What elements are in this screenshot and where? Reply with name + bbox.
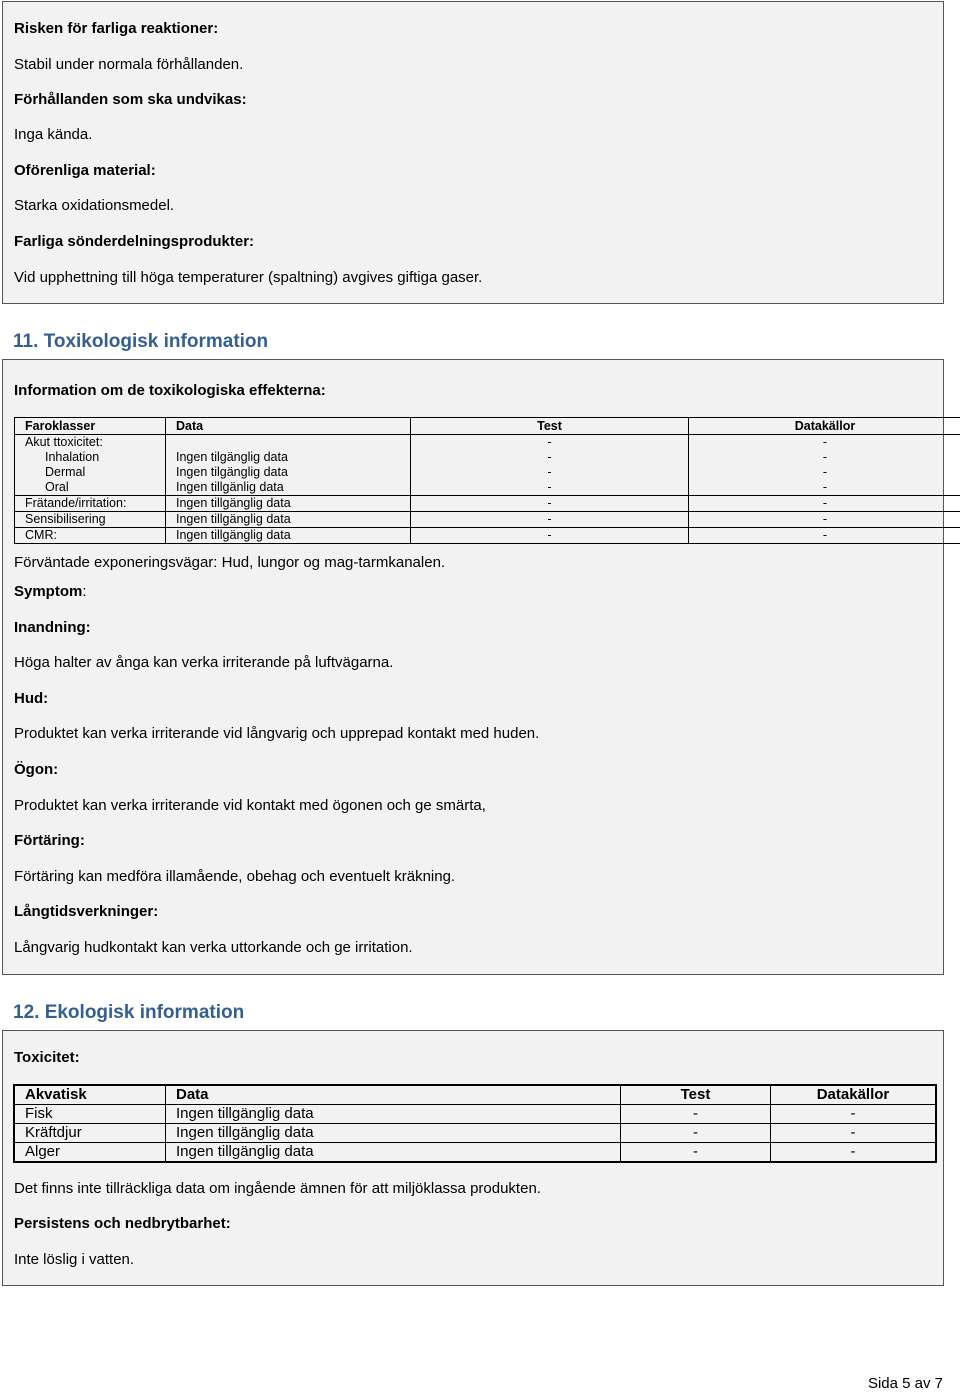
cell-data — [166, 435, 411, 451]
cell-data: Ingen tillgänglig data — [166, 1105, 621, 1124]
cell-organism: Kräftdjur — [14, 1124, 166, 1143]
table-row — [15, 435, 960, 451]
cell-source: - — [689, 480, 960, 496]
cell-hazard: Akut ttoxicitet: — [15, 435, 166, 451]
cell-data: Ingen tillgänglig data — [166, 1124, 621, 1143]
effects-label: Information om de toxikologiska effekterna: — [14, 382, 326, 399]
table-row — [15, 496, 960, 512]
exposure-routes-text: Förväntade exponeringsvägar: Hud, lungor og mag-tarmkanalen. — [14, 554, 446, 571]
cell-data: Ingen tillgänglig data — [166, 1143, 621, 1163]
table-header-row — [15, 418, 960, 435]
cell-organism: Fisk — [14, 1105, 166, 1124]
cell-test: - — [411, 450, 689, 465]
ecology-box — [2, 1030, 944, 1286]
col-header-data: Data — [166, 418, 411, 435]
col-header-hazard-class: Faroklasser — [15, 418, 166, 435]
cell-test: - — [411, 512, 689, 528]
section-11-heading: 11. Toxikologisk information — [13, 331, 269, 352]
toxicology-table — [14, 417, 960, 544]
cell-test: - — [411, 480, 689, 496]
cell-source: - — [771, 1124, 937, 1143]
table-row — [14, 1124, 936, 1143]
decomp-text: Vid upphettning till höga temperaturer (spaltning) avgives giftiga gaser. — [14, 269, 483, 286]
table-row — [15, 450, 960, 465]
ingestion-text: Förtäring kan medföra illamående, obehag och eventuelt kräkning. — [14, 868, 456, 885]
cell-source: - — [689, 512, 960, 528]
symptom-colon: : — [82, 583, 87, 600]
avoid-label: Förhållanden som ska undvikas: — [14, 91, 247, 108]
incompat-label: Oförenliga material: — [14, 162, 156, 179]
table-header-row — [14, 1085, 936, 1105]
eyes-text: Produktet kan verka irriterande vid kontakt med ögonen och ge smärta, — [14, 797, 486, 814]
table-row — [15, 528, 960, 544]
table-row — [15, 512, 960, 528]
ingestion-label: Förtäring: — [14, 832, 85, 849]
col-header-test: Test — [621, 1085, 771, 1105]
cell-source: - — [771, 1105, 937, 1124]
cell-data: Ingen tillgänglig data — [166, 496, 411, 512]
cell-data: Ingen tilgänglig data — [166, 465, 411, 480]
col-header-sources: Datakällor — [771, 1085, 937, 1105]
col-header-sources: Datakällor — [689, 418, 960, 435]
eyes-label: Ögon: — [14, 761, 59, 778]
cell-hazard: CMR: — [15, 528, 166, 544]
cell-hazard: Oral — [15, 480, 166, 496]
cell-source: - — [689, 496, 960, 512]
reactions-text: Stabil under normala förhållanden. — [14, 56, 244, 73]
inhalation-label: Inandning: — [14, 619, 91, 636]
cell-test: - — [411, 465, 689, 480]
cell-hazard: Inhalation — [15, 450, 166, 465]
cell-test: - — [621, 1143, 771, 1163]
cell-data: Ingen tillgänlig data — [166, 480, 411, 496]
col-header-data: Data — [166, 1085, 621, 1105]
reactions-label: Risken för farliga reaktioner: — [14, 20, 219, 37]
cell-source: - — [689, 465, 960, 480]
persistence-text: Inte löslig i vatten. — [14, 1251, 135, 1268]
inhalation-text: Höga halter av ånga kan verka irriterande på luftvägarna. — [14, 654, 394, 671]
cell-source: - — [689, 450, 960, 465]
table-row — [15, 480, 960, 496]
cell-test: - — [411, 496, 689, 512]
cell-test: - — [411, 435, 689, 451]
cell-test: - — [621, 1105, 771, 1124]
cell-test: - — [411, 528, 689, 544]
toxicology-box — [2, 359, 944, 975]
decomp-label: Farliga sönderdelningsprodukter: — [14, 233, 255, 250]
skin-text: Produktet kan verka irriterande vid långvarig och upprepad kontakt med huden. — [14, 725, 540, 742]
cell-source: - — [689, 435, 960, 451]
skin-label: Hud: — [14, 690, 49, 707]
symptom-heading — [14, 583, 87, 600]
cell-data: Ingen tillgänglig data — [166, 512, 411, 528]
col-header-test: Test — [411, 418, 689, 435]
cell-hazard: Frätande/irritation: — [15, 496, 166, 512]
persistence-label: Persistens och nedbrytbarhet: — [14, 1215, 231, 1232]
toxicity-label: Toxicitet: — [14, 1049, 80, 1066]
page-number: Sida 5 av 7 — [867, 1375, 943, 1392]
table-row — [14, 1105, 936, 1124]
longterm-text: Långvarig hudkontakt kan verka uttorkande och ge irritation. — [14, 939, 413, 956]
section-12-heading: 12. Ekologisk information — [13, 1002, 245, 1023]
cell-test: - — [621, 1124, 771, 1143]
cell-data: Ingen tilgänglig data — [166, 450, 411, 465]
aquatic-table — [13, 1084, 937, 1163]
longterm-label: Långtidsverkninger: — [14, 903, 159, 920]
table-row — [14, 1143, 936, 1163]
stability-reactivity-box — [2, 1, 944, 304]
table-row — [15, 465, 960, 480]
incompat-text: Starka oxidationsmedel. — [14, 197, 175, 214]
col-header-aquatic: Akvatisk — [14, 1085, 166, 1105]
cell-source: - — [689, 528, 960, 544]
cell-data: Ingen tillgänglig data — [166, 528, 411, 544]
cell-organism: Alger — [14, 1143, 166, 1163]
insufficient-data-text: Det finns inte tillräckliga data om ingående ämnen för att miljöklassa produkten. — [14, 1180, 541, 1197]
cell-hazard: Sensibilisering — [15, 512, 166, 528]
cell-source: - — [771, 1143, 937, 1163]
symptom-label: Symptom — [14, 583, 83, 600]
cell-hazard: Dermal — [15, 465, 166, 480]
avoid-text: Inga kända. — [14, 126, 93, 143]
